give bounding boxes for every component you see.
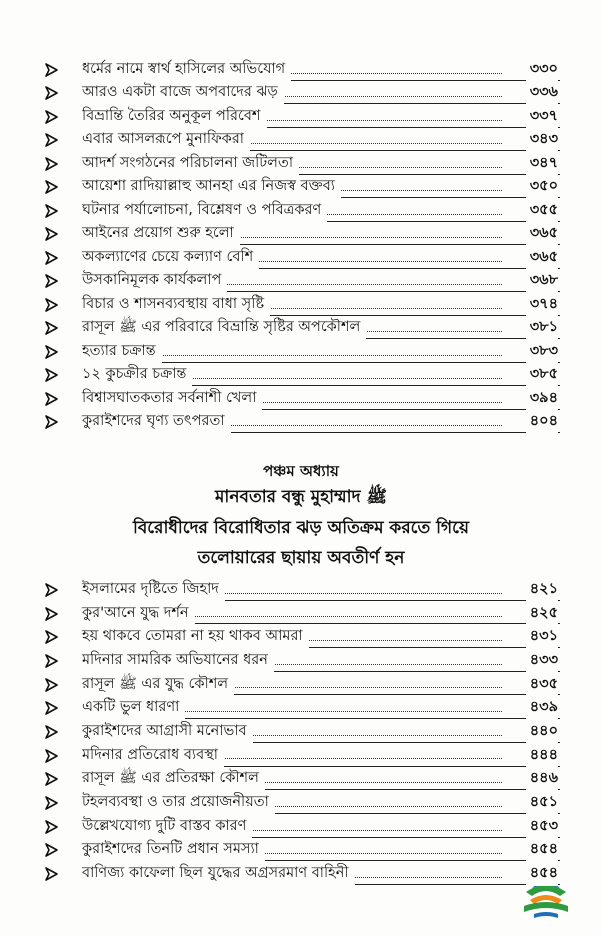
arrow-bullet-icon (44, 749, 58, 763)
arrow-bullet-icon (44, 63, 58, 77)
chapter-subtitle-line2: তলোয়ারের ছায়ায় অবতীর্ণ হন (197, 548, 405, 568)
arrow-bullet-icon (44, 298, 58, 312)
toc-entry-title: ইসলামের দৃষ্টিতে জিহাদ (82, 578, 225, 602)
toc-entry-page-number: ৩৩৭ (526, 105, 558, 129)
toc-entry-page-number: ৩৬৮ (526, 269, 558, 293)
toc-entry-page-number: ৪২১ (526, 578, 558, 602)
toc-entry-page-number: ৪৫৩ (526, 815, 558, 839)
toc-entry (0, 270, 602, 294)
toc-entry (0, 791, 602, 815)
toc-entry-page-number: ৪২৫ (526, 602, 558, 626)
arrow-bullet-icon (44, 725, 58, 739)
toc-entry (0, 744, 602, 768)
arrow-bullet-icon (44, 345, 58, 359)
toc-entry (0, 176, 602, 200)
toc-entry-page-number: ৩৫৫ (526, 199, 558, 223)
toc-entry (0, 152, 602, 176)
arrow-bullet-icon (44, 678, 58, 692)
arrow-bullet-icon (44, 415, 58, 429)
toc-entry (0, 387, 602, 411)
arrow-bullet-icon (44, 180, 58, 194)
toc-entry-page-number: ৩৪৭ (526, 152, 558, 176)
toc-entry-page-number: ৪৪৪ (526, 744, 558, 768)
toc-entry-page-number: ৪৩৯ (526, 696, 558, 720)
toc-entry (0, 293, 602, 317)
arrow-bullet-icon (44, 772, 58, 786)
toc-entry-page-number: ৪৫১ (526, 791, 558, 815)
chapter-subtitle-line1: বিরোধীদের বিরোধিতার ঝড় অতিক্রম করতে গিয়ে (132, 518, 470, 538)
toc-entry-page-number: ৩৮৫ (526, 363, 558, 387)
toc-entry (0, 625, 602, 649)
toc-entry (0, 82, 602, 106)
toc-entry-title: একটি ভুল ধারণা (82, 696, 185, 720)
toc-entry-page-number: ৪৪৬ (526, 767, 558, 791)
toc-entry-title: রাসূল ﷺ এর পরিবারে বিভ্রান্তি সৃষ্টির অপকৌশল (82, 316, 366, 340)
arrow-bullet-icon (44, 820, 58, 834)
toc-entry-page-number: ৪৩১ (526, 625, 558, 649)
arrow-bullet-icon (44, 654, 58, 668)
toc-entry-title: ১২ কুচক্রীর চক্রান্ত (82, 363, 192, 387)
toc-entry (0, 105, 602, 129)
toc-list-part1 (0, 58, 602, 434)
toc-entry-page-number: ৩৩০ (526, 58, 558, 82)
toc-entry-title: কুরাইশদের আগ্রাসী মনোভাব (82, 720, 253, 744)
toc-list-part2 (0, 578, 602, 886)
arrow-bullet-icon (44, 86, 58, 100)
toc-entry-title: কুরাইশদের তিনটি প্রধান সমস্যা (82, 838, 265, 862)
toc-entry (0, 364, 602, 388)
toc-entry-title: হয় থাকবে তোমরা না হয় থাকব আমরা (82, 625, 309, 649)
toc-entry (0, 317, 602, 341)
arrow-bullet-icon (44, 843, 58, 857)
toc-entry (0, 199, 602, 223)
arrow-bullet-icon (44, 204, 58, 218)
toc-entry-title: উল্লেখযোগ্য দুটি বাস্তব কারণ (82, 815, 252, 839)
arrow-bullet-icon (44, 583, 58, 597)
toc-entry (0, 862, 602, 886)
toc-entry-title: রাসূল ﷺ এর প্রতিরক্ষা কৌশল (82, 767, 265, 791)
toc-entry-title: রাসূল ﷺ এর যুদ্ধ কৌশল (82, 673, 234, 697)
toc-entry-title: অকল্যাণের চেয়ে কল্যাণ বেশি (82, 246, 259, 270)
toc-entry-title: কুরাইশদের ঘৃণ্য তৎপরতা (82, 410, 231, 434)
arrow-bullet-icon (44, 321, 58, 335)
arrow-bullet-icon (44, 133, 58, 147)
toc-entry-title: ধর্মের নামে স্বার্থ হাসিলের অভিযোগ (82, 58, 291, 82)
toc-entry-title: মদিনার প্রতিরোধ ব্যবস্থা (82, 744, 224, 768)
toc-entry (0, 768, 602, 792)
arrow-bullet-icon (44, 110, 58, 124)
toc-entry-page-number: ৩৬৫ (526, 222, 558, 246)
toc-entry (0, 223, 602, 247)
toc-entry-page-number: ৩৯৪ (526, 387, 558, 411)
chapter-label: পঞ্চম অধ্যায় (263, 462, 339, 480)
toc-entry-title: হত্যার চক্রান্ত (82, 340, 162, 364)
toc-entry-page-number: ৪০৪ (526, 410, 558, 434)
arrow-bullet-icon (44, 368, 58, 382)
arrow-bullet-icon (44, 392, 58, 406)
toc-entry (0, 839, 602, 863)
toc-entry (0, 649, 602, 673)
toc-entry-page-number: ৪৫৪ (526, 862, 558, 886)
toc-entry-title: উসকানিমূলক কার্যকলাপ (82, 269, 227, 293)
toc-entry-page-number: ৩৭৪ (526, 293, 558, 317)
toc-entry (0, 411, 602, 435)
toc-entry-page-number: ৪৩৫ (526, 673, 558, 697)
toc-entry-page-number: ৩৫০ (526, 175, 558, 199)
toc-entry-title: আরও একটা বাজে অপবাদের ঝড় (82, 81, 284, 105)
toc-entry-page-number: ৩৮৩ (526, 340, 558, 364)
toc-entry-page-number: ৪৪০ (526, 720, 558, 744)
toc-entry-page-number: ৩৬৫ (526, 246, 558, 270)
toc-entry-title: বিশ্বাসঘাতকতার সর্বনাশী খেলা (82, 387, 262, 411)
arrow-bullet-icon (44, 630, 58, 644)
toc-entry (0, 720, 602, 744)
toc-entry (0, 58, 602, 82)
arrow-bullet-icon (44, 867, 58, 881)
toc-entry (0, 246, 602, 270)
chapter-title: মানবতার বন্ধু মুহাম্মাদ ﷺ (214, 487, 388, 507)
arrow-bullet-icon (44, 157, 58, 171)
arrow-bullet-icon (44, 251, 58, 265)
toc-entry-page-number: ৩৮১ (526, 316, 558, 340)
toc-entry-title: টহলব্যবস্থা ও তার প্রয়োজনীয়তা (82, 791, 275, 815)
toc-entry-page-number: ৪৫৪ (526, 838, 558, 862)
arrow-bullet-icon (44, 796, 58, 810)
toc-entry-title: আইনের প্রয়োগ শুরু হলো (82, 222, 240, 246)
toc-entry-title: বাণিজ্য কাফেলা ছিল যুদ্ধের অগ্রসরমাণ বাহিনী (82, 862, 355, 886)
toc-entry-title: এবার আসলরূপে মুনাফিকরা (82, 128, 250, 152)
toc-entry (0, 602, 602, 626)
toc-entry-title: বিভ্রান্তি তৈরির অনুকূল পরিবেশ (82, 105, 267, 129)
arrow-bullet-icon (44, 607, 58, 621)
toc-entry-title: কুর'আনে যুদ্ধ দর্শন (82, 602, 195, 626)
toc-entry-page-number: ৪৩৩ (526, 649, 558, 673)
arrow-bullet-icon (44, 274, 58, 288)
arrow-bullet-icon (44, 227, 58, 241)
toc-entry (0, 340, 602, 364)
toc-entry-title: মদিনার সামরিক অভিযানের ধরন (82, 649, 274, 673)
toc-entry (0, 129, 602, 153)
toc-entry (0, 673, 602, 697)
toc-entry-title: ঘটনার পর্যালোচনা, বিশ্লেষণ ও পবিত্রকরণ (82, 199, 327, 223)
toc-entry-title: আদর্শ সংগঠনের পরিচালনা জটিলতা (82, 152, 299, 176)
toc-entry (0, 815, 602, 839)
toc-entry (0, 696, 602, 720)
toc-entry-title: বিচার ও শাসনব্যবস্থায় বাধা সৃষ্টি (82, 293, 270, 317)
toc-entry (0, 578, 602, 602)
toc-entry-title: আয়েশা রাদিয়াল্লাহু আনহা এর নিজস্ব বক্তব্য (82, 175, 341, 199)
toc-entry-page-number: ৩৩৬ (526, 81, 558, 105)
arrow-bullet-icon (44, 701, 58, 715)
toc-entry-page-number: ৩৪৩ (526, 128, 558, 152)
